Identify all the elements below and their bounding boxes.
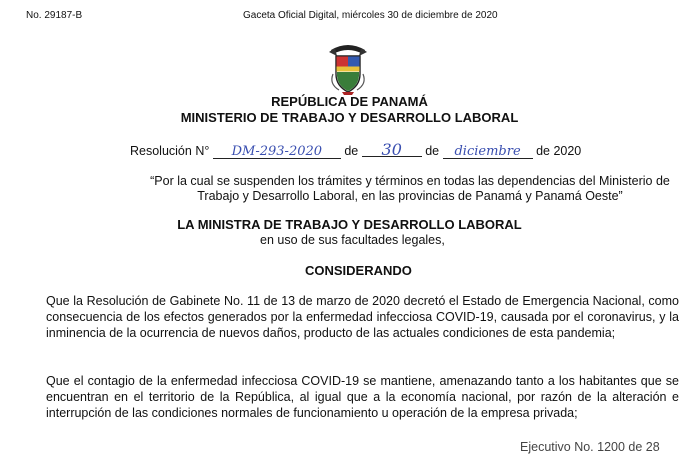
gazette-header: Gaceta Oficial Digital, miércoles 30 de diciembre de 2020	[243, 10, 498, 21]
resolution-line	[130, 140, 582, 159]
resolution-day: 30	[362, 143, 422, 157]
paragraph-2: Que el contagio de la enfermedad infecciosa COVID-19 se mantiene, amenazando tanto a los habitantes que se encuentran en el territorio de la República, al igual que a la economía nacional, por razón de la alteración e interrupción de las condiciones normales de funcionamiento u operación de la empresa privada;	[46, 374, 679, 420]
minister-subtitle: en uso de sus facultades legales,	[260, 233, 445, 247]
resolution-de-1: de	[344, 144, 359, 158]
minister-title: LA MINISTRA DE TRABAJO Y DESARROLLO LABORAL	[177, 217, 522, 232]
resolution-prefix: Resolución N°	[130, 144, 210, 158]
resolution-year: de 2020	[536, 144, 582, 158]
resolution-month: diciembre	[443, 145, 533, 159]
considerando-heading: CONSIDERANDO	[305, 263, 412, 278]
ministry-title: MINISTERIO DE TRABAJO Y DESARROLLO LABORAL	[180, 110, 519, 125]
cutoff-text: Ejecutivo No. 1200 de 28	[520, 440, 660, 454]
republic-title: REPÚBLICA DE PANAMÁ	[271, 94, 428, 109]
resolution-de-2: de	[425, 144, 440, 158]
resolution-number: DM-293-2020	[213, 145, 341, 159]
coat-of-arms-icon	[325, 40, 371, 96]
issue-number: No. 29187-B	[26, 10, 83, 21]
resolution-subject: “Por la cual se suspenden los trámites y términos en todas las dependencias del Ministerio de Trabajo y Desarrollo Laboral, en las provincias de Panamá y Panamá Oeste”	[150, 174, 670, 203]
paragraph-1: Que la Resolución de Gabinete No. 11 de 13 de marzo de 2020 decretó el Estado de Emergencia Nacional, como consecuencia de los efectos generados por la enfermedad infecciosa COVID-19, causada por el coronavirus, y la inminencia de la ocurrencia de nuevos daños, producto de las actuales condiciones de esta pandemia;	[46, 294, 679, 340]
